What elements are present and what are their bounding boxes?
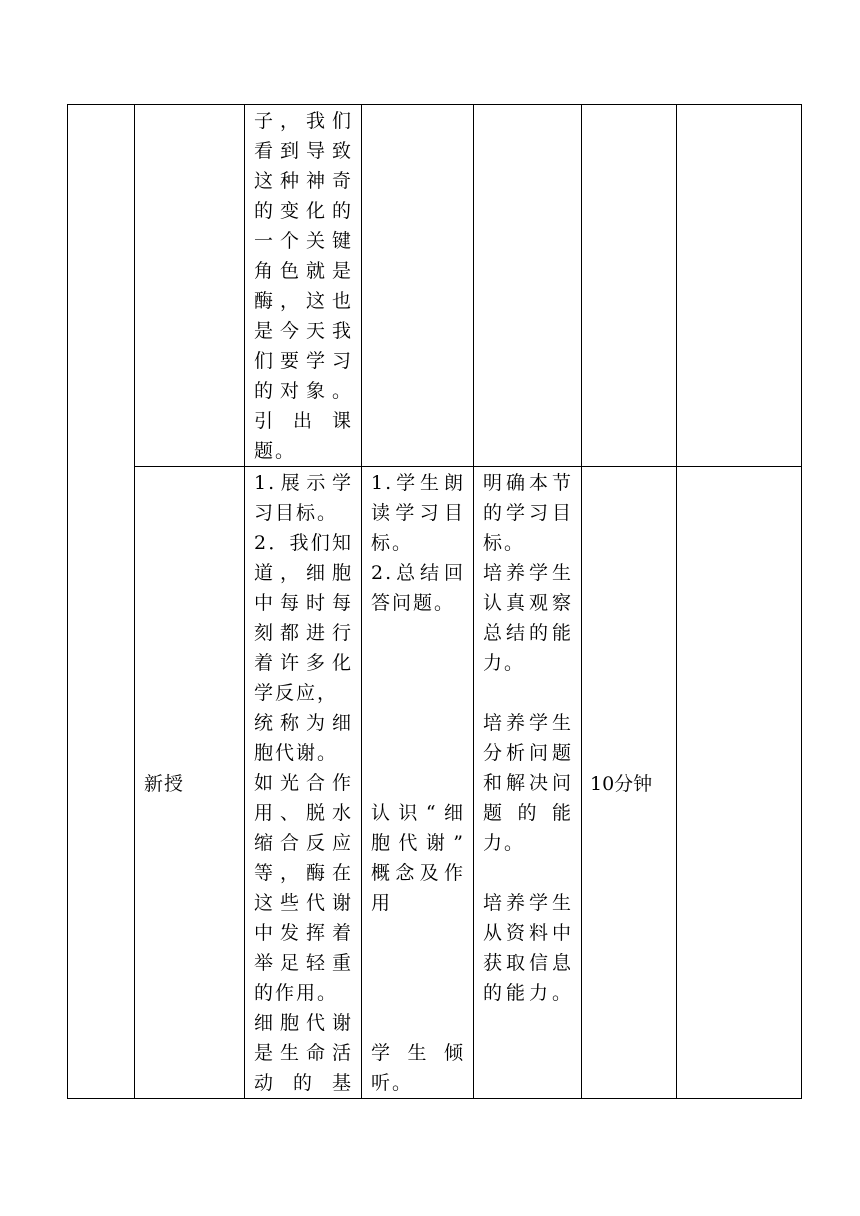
text-line: 培养学生 [483, 562, 573, 584]
text-line: 中发挥着 [254, 922, 353, 944]
text-line: 1.学生朗 [371, 472, 465, 494]
text-line: 是生命活 [254, 1042, 353, 1064]
design-intent-cell-continued [474, 105, 582, 467]
text-line: 引 出 课 [254, 410, 353, 432]
teacher-activity-text [245, 467, 361, 1098]
text-line: 们要学习 [254, 350, 353, 372]
text-line: 用、脱水 [254, 802, 353, 824]
text-line: 力。 [483, 832, 526, 854]
notes-cell [677, 467, 802, 1099]
text-line: 着许多化 [254, 652, 353, 674]
text-line: 认识“细 [371, 802, 465, 824]
text-line: 分析问题 [483, 742, 573, 764]
text-line: 概念及作 [371, 862, 465, 884]
text-line: 题。 [254, 440, 297, 462]
text-line: 这种神奇 [254, 170, 353, 192]
blank-line [371, 618, 465, 648]
blank-line [371, 918, 465, 948]
text-line: 如光合作 [254, 772, 353, 794]
blank-line [371, 708, 465, 738]
text-line: 统称为细 [254, 712, 353, 734]
text-line: 总结的能 [483, 622, 573, 644]
text-line: 的对象。 [254, 380, 353, 402]
text-line: 看到导致 [254, 140, 353, 162]
text-line: 题 的 能 [483, 802, 573, 824]
text-line: 子，我们 [254, 110, 353, 132]
text-line: 1.展示学 [254, 472, 353, 494]
text-line: 明确本节 [483, 472, 573, 494]
text-line: 动 的 基 [254, 1072, 353, 1094]
teacher-activity-cell [245, 467, 362, 1099]
text-line: 胞代谢。 [254, 742, 339, 764]
segment-cell [135, 467, 245, 1099]
text-line: 学 生 倾 [371, 1042, 465, 1064]
stage-cell [68, 105, 135, 1099]
text-line: 培养学生 [483, 712, 573, 734]
text-line: 的学习目 [483, 502, 573, 524]
blank-line [371, 648, 465, 678]
text-line: 刻都进行 [254, 622, 353, 644]
text-line: 听。 [371, 1072, 414, 1094]
time-cell [582, 467, 677, 1099]
text-line: 培养学生 [483, 892, 573, 914]
text-line: 的变化的 [254, 200, 353, 222]
blank-line [371, 678, 465, 708]
text-line: 的能力。 [483, 982, 573, 1004]
student-activity-text [362, 467, 473, 1098]
time-cell-continued [582, 105, 677, 467]
teacher-activity-text [245, 105, 361, 466]
teacher-activity-cell-continued [245, 105, 362, 467]
text-line: 力。 [483, 652, 526, 674]
text-line: 一个关键 [254, 230, 353, 252]
blank-line [371, 978, 465, 1008]
text-line: 认真观察 [483, 592, 573, 614]
text-line: 细胞代谢 [254, 1012, 353, 1034]
segment-label: 新授 [144, 773, 185, 795]
text-line: 是今天我 [254, 320, 353, 342]
blank-line [371, 1008, 465, 1038]
student-activity-cell-continued [362, 105, 474, 467]
blank-line [483, 678, 573, 708]
table-row-continued [68, 105, 802, 467]
blank-line [371, 768, 465, 798]
blank-line [371, 948, 465, 978]
text-line: 用 [371, 892, 393, 914]
text-line: 2．我们知 [254, 532, 353, 554]
text-line: 从资料中 [483, 922, 573, 944]
blank-line [483, 858, 573, 888]
student-activity-cell [362, 467, 474, 1099]
text-line: 标。 [483, 532, 526, 554]
text-line: 读学习目 [371, 502, 465, 524]
text-line: 中每时每 [254, 592, 353, 614]
segment-cell-continued [135, 105, 245, 467]
text-line: 角色就是 [254, 260, 353, 282]
text-line: 缩合反应 [254, 832, 353, 854]
text-line: 和解决问 [483, 772, 573, 794]
text-line: 习目标。 [254, 502, 339, 524]
table-row-new-lesson [68, 467, 802, 1099]
notes-cell-continued [677, 105, 802, 467]
text-line: 胞代谢” [371, 832, 465, 854]
text-line: 学反应， [254, 682, 339, 704]
text-line: 标。 [371, 532, 414, 554]
design-intent-text [474, 467, 581, 1008]
text-line: 答问题。 [371, 592, 456, 614]
text-line: 酶，这也 [254, 290, 353, 312]
blank-line [371, 738, 465, 768]
text-line: 这些代谢 [254, 892, 353, 914]
text-line: 等，酶在 [254, 862, 353, 884]
text-line: 获取信息 [483, 952, 573, 974]
text-line: 的作用。 [254, 982, 339, 1004]
design-intent-cell [474, 467, 582, 1099]
time-value: 10分钟 [590, 773, 653, 795]
lesson-plan-table [67, 104, 802, 1099]
text-line: 2.总结回 [371, 562, 465, 584]
text-line: 道，细胞 [254, 562, 353, 584]
text-line: 举足轻重 [254, 952, 353, 974]
